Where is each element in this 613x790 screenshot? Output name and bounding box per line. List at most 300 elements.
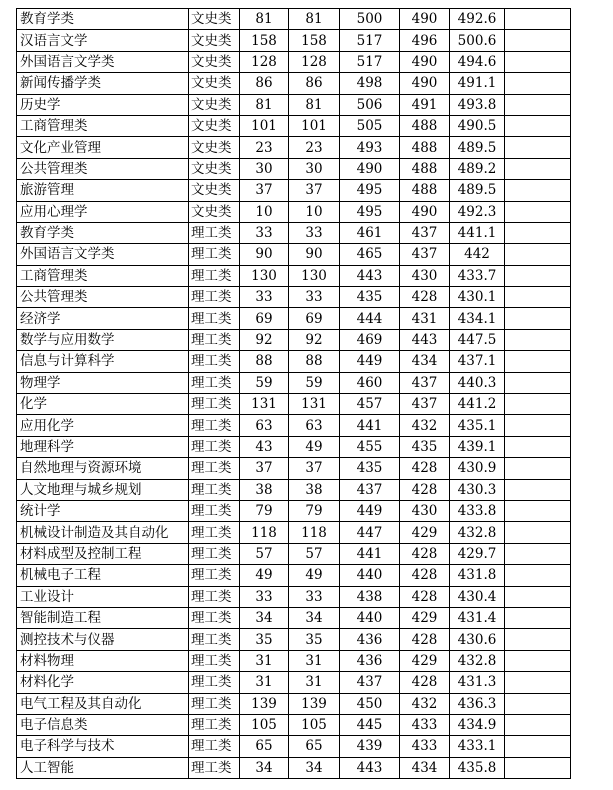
max-score-cell: 436 xyxy=(340,629,400,650)
admitted-count-cell: 118 xyxy=(289,522,340,543)
empty-cell xyxy=(505,650,571,671)
category-cell: 理工类 xyxy=(189,436,240,457)
major-name-cell: 测控技术与仪器 xyxy=(17,629,189,650)
avg-score-cell: 500.6 xyxy=(450,30,505,51)
category-cell: 理工类 xyxy=(189,522,240,543)
min-score-cell: 443 xyxy=(400,329,450,350)
major-name-cell: 工商管理类 xyxy=(17,265,189,286)
plan-count-cell: 118 xyxy=(240,522,289,543)
min-score-cell: 429 xyxy=(400,650,450,671)
admitted-count-cell: 63 xyxy=(289,415,340,436)
major-name-cell: 地理科学 xyxy=(17,436,189,457)
min-score-cell: 434 xyxy=(400,351,450,372)
min-score-cell: 488 xyxy=(400,180,450,201)
category-cell: 文史类 xyxy=(189,158,240,179)
max-score-cell: 495 xyxy=(340,180,400,201)
category-cell: 理工类 xyxy=(189,479,240,500)
min-score-cell: 433 xyxy=(400,714,450,735)
table-row xyxy=(17,415,571,436)
avg-score-cell: 430.1 xyxy=(450,287,505,308)
plan-count-cell: 35 xyxy=(240,629,289,650)
avg-score-cell: 434.1 xyxy=(450,308,505,329)
category-cell: 理工类 xyxy=(189,757,240,778)
table-row xyxy=(17,672,571,693)
category-cell: 理工类 xyxy=(189,672,240,693)
major-name-cell: 经济学 xyxy=(17,308,189,329)
avg-score-cell: 435.1 xyxy=(450,415,505,436)
avg-score-cell: 431.8 xyxy=(450,565,505,586)
category-cell: 理工类 xyxy=(189,586,240,607)
max-score-cell: 495 xyxy=(340,201,400,222)
admitted-count-cell: 33 xyxy=(289,222,340,243)
major-name-cell: 工业设计 xyxy=(17,586,189,607)
empty-cell xyxy=(505,500,571,521)
major-name-cell: 电气工程及其自动化 xyxy=(17,693,189,714)
category-cell: 理工类 xyxy=(189,287,240,308)
table-row xyxy=(17,244,571,265)
major-name-cell: 外国语言文学类 xyxy=(17,244,189,265)
min-score-cell: 437 xyxy=(400,244,450,265)
min-score-cell: 428 xyxy=(400,672,450,693)
empty-cell xyxy=(505,479,571,500)
admitted-count-cell: 131 xyxy=(289,394,340,415)
max-score-cell: 447 xyxy=(340,522,400,543)
category-cell: 理工类 xyxy=(189,458,240,479)
admitted-count-cell: 57 xyxy=(289,543,340,564)
empty-cell xyxy=(505,693,571,714)
min-score-cell: 433 xyxy=(400,736,450,757)
avg-score-cell: 430.3 xyxy=(450,479,505,500)
table-row xyxy=(17,394,571,415)
major-name-cell: 信息与计算科学 xyxy=(17,351,189,372)
min-score-cell: 437 xyxy=(400,372,450,393)
empty-cell xyxy=(505,757,571,778)
min-score-cell: 429 xyxy=(400,607,450,628)
major-name-cell: 教育学类 xyxy=(17,9,189,30)
empty-cell xyxy=(505,586,571,607)
max-score-cell: 498 xyxy=(340,73,400,94)
admitted-count-cell: 34 xyxy=(289,607,340,628)
plan-count-cell: 86 xyxy=(240,73,289,94)
plan-count-cell: 63 xyxy=(240,415,289,436)
empty-cell xyxy=(505,329,571,350)
avg-score-cell: 442 xyxy=(450,244,505,265)
empty-cell xyxy=(505,607,571,628)
min-score-cell: 431 xyxy=(400,308,450,329)
table-row xyxy=(17,586,571,607)
max-score-cell: 461 xyxy=(340,222,400,243)
plan-count-cell: 34 xyxy=(240,757,289,778)
empty-cell xyxy=(505,94,571,115)
empty-cell xyxy=(505,30,571,51)
min-score-cell: 428 xyxy=(400,287,450,308)
plan-count-cell: 10 xyxy=(240,201,289,222)
empty-cell xyxy=(505,308,571,329)
admitted-count-cell: 37 xyxy=(289,180,340,201)
avg-score-cell: 433.7 xyxy=(450,265,505,286)
admitted-count-cell: 90 xyxy=(289,244,340,265)
empty-cell xyxy=(505,115,571,136)
min-score-cell: 488 xyxy=(400,137,450,158)
max-score-cell: 449 xyxy=(340,500,400,521)
table-row xyxy=(17,522,571,543)
empty-cell xyxy=(505,522,571,543)
category-cell: 理工类 xyxy=(189,265,240,286)
max-score-cell: 440 xyxy=(340,565,400,586)
category-cell: 理工类 xyxy=(189,222,240,243)
empty-cell xyxy=(505,736,571,757)
major-name-cell: 公共管理类 xyxy=(17,158,189,179)
admitted-count-cell: 34 xyxy=(289,757,340,778)
table-row xyxy=(17,329,571,350)
plan-count-cell: 34 xyxy=(240,607,289,628)
major-name-cell: 电子信息类 xyxy=(17,714,189,735)
category-cell: 理工类 xyxy=(189,565,240,586)
max-score-cell: 500 xyxy=(340,9,400,30)
major-name-cell: 机械电子工程 xyxy=(17,565,189,586)
avg-score-cell: 494.6 xyxy=(450,51,505,72)
table-row xyxy=(17,73,571,94)
admitted-count-cell: 37 xyxy=(289,458,340,479)
min-score-cell: 428 xyxy=(400,586,450,607)
category-cell: 理工类 xyxy=(189,244,240,265)
avg-score-cell: 491.1 xyxy=(450,73,505,94)
min-score-cell: 437 xyxy=(400,394,450,415)
empty-cell xyxy=(505,265,571,286)
min-score-cell: 434 xyxy=(400,757,450,778)
min-score-cell: 490 xyxy=(400,51,450,72)
avg-score-cell: 441.1 xyxy=(450,222,505,243)
empty-cell xyxy=(505,436,571,457)
plan-count-cell: 23 xyxy=(240,137,289,158)
table-row xyxy=(17,500,571,521)
major-name-cell: 数学与应用数学 xyxy=(17,329,189,350)
avg-score-cell: 447.5 xyxy=(450,329,505,350)
max-score-cell: 505 xyxy=(340,115,400,136)
category-cell: 理工类 xyxy=(189,629,240,650)
major-name-cell: 材料化学 xyxy=(17,672,189,693)
empty-cell xyxy=(505,351,571,372)
table-body xyxy=(17,9,571,779)
max-score-cell: 457 xyxy=(340,394,400,415)
avg-score-cell: 432.8 xyxy=(450,522,505,543)
admitted-count-cell: 92 xyxy=(289,329,340,350)
plan-count-cell: 37 xyxy=(240,180,289,201)
empty-cell xyxy=(505,244,571,265)
major-name-cell: 公共管理类 xyxy=(17,287,189,308)
major-name-cell: 化学 xyxy=(17,394,189,415)
plan-count-cell: 43 xyxy=(240,436,289,457)
category-cell: 理工类 xyxy=(189,372,240,393)
min-score-cell: 488 xyxy=(400,158,450,179)
admitted-count-cell: 158 xyxy=(289,30,340,51)
avg-score-cell: 429.7 xyxy=(450,543,505,564)
major-name-cell: 教育学类 xyxy=(17,222,189,243)
empty-cell xyxy=(505,180,571,201)
admitted-count-cell: 81 xyxy=(289,94,340,115)
plan-count-cell: 90 xyxy=(240,244,289,265)
empty-cell xyxy=(505,672,571,693)
avg-score-cell: 430.4 xyxy=(450,586,505,607)
plan-count-cell: 31 xyxy=(240,650,289,671)
admitted-count-cell: 69 xyxy=(289,308,340,329)
admitted-count-cell: 86 xyxy=(289,73,340,94)
table-row xyxy=(17,436,571,457)
plan-count-cell: 69 xyxy=(240,308,289,329)
table-row xyxy=(17,736,571,757)
major-name-cell: 应用化学 xyxy=(17,415,189,436)
plan-count-cell: 33 xyxy=(240,586,289,607)
min-score-cell: 428 xyxy=(400,458,450,479)
min-score-cell: 488 xyxy=(400,115,450,136)
category-cell: 文史类 xyxy=(189,9,240,30)
plan-count-cell: 130 xyxy=(240,265,289,286)
major-name-cell: 文化产业管理 xyxy=(17,137,189,158)
table-row xyxy=(17,308,571,329)
plan-count-cell: 131 xyxy=(240,394,289,415)
major-name-cell: 材料物理 xyxy=(17,650,189,671)
empty-cell xyxy=(505,372,571,393)
table-row xyxy=(17,158,571,179)
table-row xyxy=(17,30,571,51)
max-score-cell: 517 xyxy=(340,51,400,72)
admitted-count-cell: 130 xyxy=(289,265,340,286)
admitted-count-cell: 88 xyxy=(289,351,340,372)
table-row xyxy=(17,265,571,286)
plan-count-cell: 128 xyxy=(240,51,289,72)
table-row xyxy=(17,180,571,201)
min-score-cell: 428 xyxy=(400,479,450,500)
max-score-cell: 506 xyxy=(340,94,400,115)
plan-count-cell: 158 xyxy=(240,30,289,51)
admitted-count-cell: 49 xyxy=(289,565,340,586)
category-cell: 文史类 xyxy=(189,180,240,201)
plan-count-cell: 38 xyxy=(240,479,289,500)
major-name-cell: 自然地理与资源环境 xyxy=(17,458,189,479)
max-score-cell: 493 xyxy=(340,137,400,158)
admitted-count-cell: 105 xyxy=(289,714,340,735)
min-score-cell: 432 xyxy=(400,693,450,714)
major-name-cell: 智能制造工程 xyxy=(17,607,189,628)
max-score-cell: 449 xyxy=(340,351,400,372)
category-cell: 文史类 xyxy=(189,201,240,222)
empty-cell xyxy=(505,415,571,436)
avg-score-cell: 434.9 xyxy=(450,714,505,735)
min-score-cell: 428 xyxy=(400,565,450,586)
min-score-cell: 491 xyxy=(400,94,450,115)
major-name-cell: 外国语言文学类 xyxy=(17,51,189,72)
plan-count-cell: 65 xyxy=(240,736,289,757)
table-row xyxy=(17,137,571,158)
avg-score-cell: 492.3 xyxy=(450,201,505,222)
avg-score-cell: 439.1 xyxy=(450,436,505,457)
table-row xyxy=(17,543,571,564)
major-name-cell: 电子科学与技术 xyxy=(17,736,189,757)
admitted-count-cell: 139 xyxy=(289,693,340,714)
plan-count-cell: 101 xyxy=(240,115,289,136)
major-name-cell: 人文地理与城乡规划 xyxy=(17,479,189,500)
table-row xyxy=(17,693,571,714)
admitted-count-cell: 128 xyxy=(289,51,340,72)
max-score-cell: 460 xyxy=(340,372,400,393)
admitted-count-cell: 23 xyxy=(289,137,340,158)
admitted-count-cell: 79 xyxy=(289,500,340,521)
table-row xyxy=(17,94,571,115)
max-score-cell: 444 xyxy=(340,308,400,329)
avg-score-cell: 435.8 xyxy=(450,757,505,778)
min-score-cell: 430 xyxy=(400,500,450,521)
max-score-cell: 517 xyxy=(340,30,400,51)
avg-score-cell: 492.6 xyxy=(450,9,505,30)
plan-count-cell: 30 xyxy=(240,158,289,179)
max-score-cell: 455 xyxy=(340,436,400,457)
major-name-cell: 统计学 xyxy=(17,500,189,521)
avg-score-cell: 433.1 xyxy=(450,736,505,757)
plan-count-cell: 139 xyxy=(240,693,289,714)
max-score-cell: 439 xyxy=(340,736,400,757)
plan-count-cell: 57 xyxy=(240,543,289,564)
plan-count-cell: 33 xyxy=(240,287,289,308)
admitted-count-cell: 10 xyxy=(289,201,340,222)
avg-score-cell: 431.4 xyxy=(450,607,505,628)
category-cell: 理工类 xyxy=(189,308,240,329)
avg-score-cell: 437.1 xyxy=(450,351,505,372)
table-row xyxy=(17,51,571,72)
category-cell: 理工类 xyxy=(189,607,240,628)
category-cell: 文史类 xyxy=(189,115,240,136)
table-row xyxy=(17,565,571,586)
max-score-cell: 441 xyxy=(340,543,400,564)
plan-count-cell: 92 xyxy=(240,329,289,350)
min-score-cell: 490 xyxy=(400,73,450,94)
admitted-count-cell: 38 xyxy=(289,479,340,500)
plan-count-cell: 49 xyxy=(240,565,289,586)
major-name-cell: 汉语言文学 xyxy=(17,30,189,51)
admitted-count-cell: 65 xyxy=(289,736,340,757)
table-row xyxy=(17,607,571,628)
avg-score-cell: 436.3 xyxy=(450,693,505,714)
plan-count-cell: 79 xyxy=(240,500,289,521)
admitted-count-cell: 33 xyxy=(289,287,340,308)
max-score-cell: 443 xyxy=(340,265,400,286)
category-cell: 理工类 xyxy=(189,736,240,757)
admitted-count-cell: 81 xyxy=(289,9,340,30)
max-score-cell: 437 xyxy=(340,672,400,693)
empty-cell xyxy=(505,73,571,94)
admitted-count-cell: 49 xyxy=(289,436,340,457)
major-name-cell: 材料成型及控制工程 xyxy=(17,543,189,564)
empty-cell xyxy=(505,458,571,479)
empty-cell xyxy=(505,565,571,586)
category-cell: 文史类 xyxy=(189,137,240,158)
empty-cell xyxy=(505,287,571,308)
avg-score-cell: 430.9 xyxy=(450,458,505,479)
plan-count-cell: 81 xyxy=(240,9,289,30)
empty-cell xyxy=(505,158,571,179)
empty-cell xyxy=(505,137,571,158)
avg-score-cell: 432.8 xyxy=(450,650,505,671)
empty-cell xyxy=(505,714,571,735)
table-row xyxy=(17,757,571,778)
category-cell: 理工类 xyxy=(189,714,240,735)
table-row xyxy=(17,629,571,650)
table-row xyxy=(17,201,571,222)
avg-score-cell: 430.6 xyxy=(450,629,505,650)
table-row xyxy=(17,115,571,136)
major-name-cell: 旅游管理 xyxy=(17,180,189,201)
max-score-cell: 436 xyxy=(340,650,400,671)
min-score-cell: 496 xyxy=(400,30,450,51)
category-cell: 文史类 xyxy=(189,94,240,115)
min-score-cell: 435 xyxy=(400,436,450,457)
table-row xyxy=(17,9,571,30)
empty-cell xyxy=(505,201,571,222)
major-name-cell: 物理学 xyxy=(17,372,189,393)
max-score-cell: 435 xyxy=(340,287,400,308)
table-row xyxy=(17,650,571,671)
table-row xyxy=(17,714,571,735)
table-row xyxy=(17,287,571,308)
min-score-cell: 428 xyxy=(400,629,450,650)
major-name-cell: 应用心理学 xyxy=(17,201,189,222)
category-cell: 理工类 xyxy=(189,394,240,415)
empty-cell xyxy=(505,51,571,72)
plan-count-cell: 88 xyxy=(240,351,289,372)
admission-score-table xyxy=(16,8,571,779)
empty-cell xyxy=(505,543,571,564)
major-name-cell: 人工智能 xyxy=(17,757,189,778)
plan-count-cell: 37 xyxy=(240,458,289,479)
admitted-count-cell: 101 xyxy=(289,115,340,136)
max-score-cell: 443 xyxy=(340,757,400,778)
avg-score-cell: 489.5 xyxy=(450,180,505,201)
table-row xyxy=(17,351,571,372)
max-score-cell: 437 xyxy=(340,479,400,500)
empty-cell xyxy=(505,9,571,30)
max-score-cell: 469 xyxy=(340,329,400,350)
category-cell: 理工类 xyxy=(189,650,240,671)
major-name-cell: 新闻传播学类 xyxy=(17,73,189,94)
category-cell: 文史类 xyxy=(189,73,240,94)
avg-score-cell: 489.2 xyxy=(450,158,505,179)
category-cell: 理工类 xyxy=(189,693,240,714)
avg-score-cell: 440.3 xyxy=(450,372,505,393)
table-row xyxy=(17,458,571,479)
min-score-cell: 429 xyxy=(400,522,450,543)
admitted-count-cell: 31 xyxy=(289,650,340,671)
category-cell: 文史类 xyxy=(189,51,240,72)
avg-score-cell: 490.5 xyxy=(450,115,505,136)
min-score-cell: 490 xyxy=(400,9,450,30)
avg-score-cell: 431.3 xyxy=(450,672,505,693)
category-cell: 理工类 xyxy=(189,351,240,372)
category-cell: 理工类 xyxy=(189,415,240,436)
min-score-cell: 490 xyxy=(400,201,450,222)
min-score-cell: 432 xyxy=(400,415,450,436)
min-score-cell: 437 xyxy=(400,222,450,243)
admitted-count-cell: 59 xyxy=(289,372,340,393)
major-name-cell: 历史学 xyxy=(17,94,189,115)
category-cell: 理工类 xyxy=(189,500,240,521)
min-score-cell: 430 xyxy=(400,265,450,286)
admitted-count-cell: 33 xyxy=(289,586,340,607)
max-score-cell: 441 xyxy=(340,415,400,436)
max-score-cell: 445 xyxy=(340,714,400,735)
max-score-cell: 490 xyxy=(340,158,400,179)
min-score-cell: 428 xyxy=(400,543,450,564)
max-score-cell: 435 xyxy=(340,458,400,479)
admitted-count-cell: 31 xyxy=(289,672,340,693)
